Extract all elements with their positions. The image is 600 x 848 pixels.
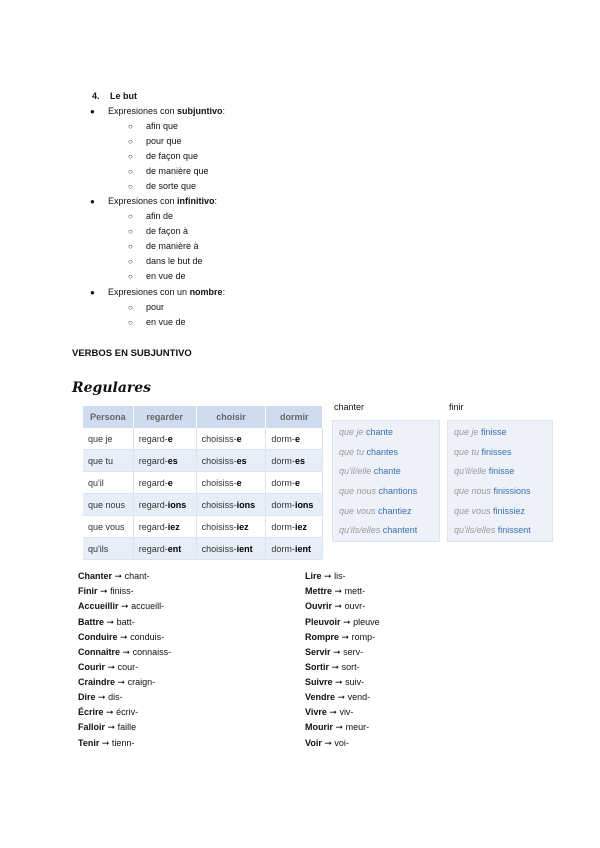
arrow-icon: ➞ (106, 707, 114, 717)
conjugation-table (83, 406, 323, 560)
arrow-icon: ➞ (334, 586, 343, 596)
table-cell: dorm-ions (266, 494, 323, 516)
table-cell: regard-es (133, 450, 196, 472)
verb-stem-item: Lire ➞ lis- (305, 571, 346, 581)
verb-stem-item: Battre ➞ batt- (78, 617, 135, 627)
circle-bullet-icon: ○ (128, 272, 133, 281)
arrow-icon: ➞ (106, 617, 115, 627)
table-cell: dorm-ient (266, 538, 323, 560)
table-header-row (83, 406, 323, 428)
outline-item: de manière que (146, 166, 209, 176)
outline-item: de façon à (146, 226, 189, 236)
bullet-icon: ● (90, 107, 95, 116)
arrow-icon: ➞ (335, 722, 344, 732)
arrow-icon: ➞ (334, 601, 343, 611)
section-title: VERBOS EN SUBJUNTIVO (72, 348, 192, 359)
table-header: dormir (266, 406, 323, 428)
table-cell: choisiss-ient (196, 538, 266, 560)
circle-bullet-icon: ○ (128, 137, 133, 146)
arrow-icon: ➞ (107, 722, 116, 732)
outline-item: pour que (146, 136, 182, 146)
verb-stem-item: Mourir ➞ meur- (305, 722, 370, 732)
finir-label: finir (449, 402, 464, 412)
table-cell: que vous (83, 516, 133, 538)
circle-bullet-icon: ○ (128, 242, 133, 251)
circle-bullet-icon: ○ (128, 318, 133, 327)
arrow-icon: ➞ (335, 677, 343, 687)
circle-bullet-icon: ○ (128, 122, 133, 131)
table-cell: qu'ils (83, 538, 133, 560)
arrow-icon: ➞ (341, 632, 350, 642)
outline-item: afin que (146, 121, 179, 131)
verb-stem-item: Finir ➞ finiss- (78, 586, 134, 596)
verb-stem-item: Conduire ➞ conduis- (78, 632, 165, 642)
verb-stem-item: Écrire ➞ écriv- (78, 707, 139, 717)
verb-stem-item: Voir ➞ voi- (305, 738, 349, 748)
outline-item: pour (146, 302, 165, 312)
bullet-icon: ● (90, 288, 95, 297)
outline-item: en vue de (146, 317, 186, 327)
arrow-icon: ➞ (329, 707, 337, 717)
table-header: choisir (196, 406, 266, 428)
verb-stem-item: Ouvrir ➞ ouvr- (305, 601, 366, 611)
outline-title: Le but (110, 91, 137, 101)
arrow-icon: ➞ (121, 601, 129, 611)
arrow-icon: ➞ (114, 571, 123, 581)
verb-stem-item: Vendre ➞ vend- (305, 692, 371, 702)
table-row (83, 538, 323, 560)
table-row (83, 494, 323, 516)
verb-stem-item: Courir ➞ cour- (78, 662, 139, 672)
verb-stem-item: Chanter ➞ chant- (78, 571, 150, 581)
arrow-icon: ➞ (333, 647, 341, 657)
list-item: qu'ils/elles finissent (454, 525, 531, 535)
arrow-icon: ➞ (117, 677, 126, 687)
verb-stem-item: Falloir ➞ faille (78, 722, 137, 732)
table-row (83, 428, 323, 450)
table-cell: choisiss-ions (196, 494, 266, 516)
table-cell: regard-e (133, 472, 196, 494)
outline-item: de manière à (146, 241, 199, 251)
list-item: qu'ils/elles chantent (339, 525, 418, 535)
list-item: que vous chantiez (339, 506, 412, 516)
outline-item: en vue de (146, 271, 186, 281)
table-cell: regard-ions (133, 494, 196, 516)
verb-stem-item: Accueillir ➞ accueill- (78, 601, 165, 611)
circle-bullet-icon: ○ (128, 212, 133, 221)
list-item: que nous chantions (339, 486, 418, 496)
table-cell: choisiss-e (196, 472, 266, 494)
verb-stem-item: Mettre ➞ mett- (305, 586, 366, 596)
list-item: que tu finisses (454, 447, 512, 457)
table-row (83, 450, 323, 472)
outline-item: afin de (146, 211, 174, 221)
table-cell: choisiss-es (196, 450, 266, 472)
outline-group-label: Expresiones con subjuntivo: (108, 106, 226, 116)
arrow-icon: ➞ (101, 738, 110, 748)
arrow-icon: ➞ (100, 586, 108, 596)
list-item: que tu chantes (339, 447, 399, 457)
regulares-label: Regulares (72, 380, 152, 396)
circle-bullet-icon: ○ (128, 227, 133, 236)
table-row (83, 472, 323, 494)
verb-stem-item: Dire ➞ dis- (78, 692, 123, 702)
circle-bullet-icon: ○ (128, 167, 133, 176)
outline-number: 4. (92, 91, 100, 101)
table-cell: dorm-e (266, 472, 323, 494)
verb-stem-item: Connaître ➞ connaiss- (78, 647, 172, 657)
table-cell: que tu (83, 450, 133, 472)
verb-stem-item: Rompre ➞ romp- (305, 632, 376, 642)
table-cell: dorm-es (266, 450, 323, 472)
table-cell: dorm-e (266, 428, 323, 450)
verb-stem-item: Craindre ➞ craign- (78, 677, 156, 687)
table-header: Persona (83, 406, 133, 428)
table-cell: que je (83, 428, 133, 450)
verb-stem-item: Tenir ➞ tienn- (78, 738, 135, 748)
arrow-icon: ➞ (324, 738, 332, 748)
table-cell: choisiss-e (196, 428, 266, 450)
chanter-card (332, 420, 440, 542)
list-item: que je chante (339, 427, 394, 437)
verb-stem-item: Sortir ➞ sort- (305, 662, 360, 672)
table-cell: regard-ent (133, 538, 196, 560)
arrow-icon: ➞ (98, 692, 106, 702)
table-row (83, 516, 323, 538)
list-item: qu'il/elle chante (339, 466, 401, 476)
list-item: que vous finissiez (454, 506, 526, 516)
table-cell: choisiss-iez (196, 516, 266, 538)
table-cell: qu'il (83, 472, 133, 494)
outline-group-label: Expresiones con infinitivo: (108, 196, 218, 206)
arrow-icon: ➞ (337, 692, 346, 702)
verb-stem-item: Suivre ➞ suiv- (305, 677, 365, 687)
outline-item: de sorte que (146, 181, 197, 191)
bullet-icon: ● (90, 197, 95, 206)
verb-stem-item: Servir ➞ serv- (305, 647, 364, 657)
circle-bullet-icon: ○ (128, 182, 133, 191)
finir-card (447, 420, 553, 542)
table-cell: dorm-iez (266, 516, 323, 538)
list-item: qu'il/elle finisse (454, 466, 515, 476)
verb-stem-item: Vivre ➞ viv- (305, 707, 354, 717)
outline-item: de façon que (146, 151, 199, 161)
circle-bullet-icon: ○ (128, 303, 133, 312)
outline-item: dans le but de (146, 256, 203, 266)
verb-stem-item: Pleuvoir ➞ pleuve (305, 617, 380, 627)
arrow-icon: ➞ (107, 662, 116, 672)
list-item: que je finisse (454, 427, 507, 437)
table-cell: que nous (83, 494, 133, 516)
arrow-icon: ➞ (343, 617, 351, 627)
circle-bullet-icon: ○ (128, 152, 133, 161)
circle-bullet-icon: ○ (128, 257, 133, 266)
arrow-icon: ➞ (122, 647, 131, 657)
arrow-icon: ➞ (120, 632, 128, 642)
arrow-icon: ➞ (331, 662, 340, 672)
table-cell: regard-iez (133, 516, 196, 538)
chanter-label: chanter (334, 402, 365, 412)
table-cell: regard-e (133, 428, 196, 450)
outline-group-label: Expresiones con un nombre: (108, 287, 226, 297)
table-header: regarder (133, 406, 196, 428)
list-item: que nous finissions (454, 486, 531, 496)
arrow-icon: ➞ (324, 571, 332, 581)
